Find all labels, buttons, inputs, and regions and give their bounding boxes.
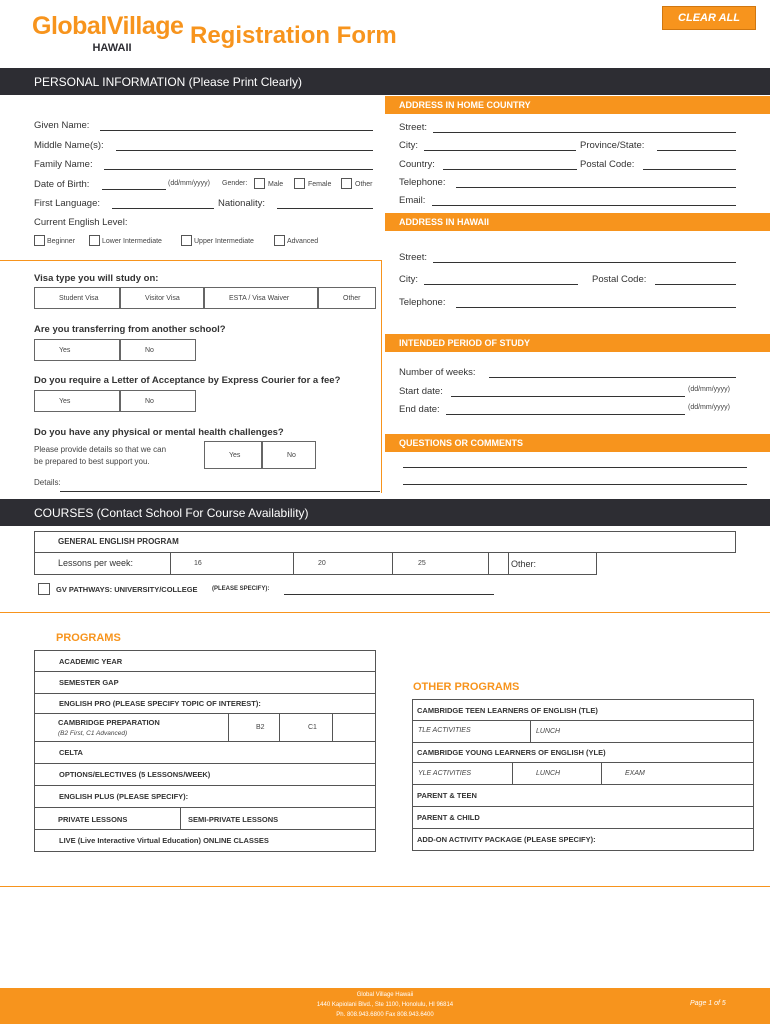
yle-activities-label: YLE ACTIVITIES: [418, 770, 472, 777]
home-city-label: City:: [399, 140, 418, 151]
hawaii-telephone-field[interactable]: [456, 307, 736, 308]
advanced-label: Advanced: [287, 238, 319, 245]
first-language-field[interactable]: [112, 208, 214, 209]
home-street-field[interactable]: [433, 132, 736, 133]
home-postal-label: Postal Code:: [580, 159, 635, 170]
home-postal-field[interactable]: [643, 169, 736, 170]
other-gender-checkbox[interactable]: [341, 178, 352, 189]
hawaii-postal-field[interactable]: [655, 284, 736, 285]
home-address-bar: ADDRESS IN HOME COUNTRY: [385, 96, 770, 114]
middle-names-label: Middle Name(s):: [34, 140, 104, 151]
pathways-field[interactable]: [284, 594, 494, 595]
page-title: Registration Form: [190, 22, 397, 49]
parent-teen-row[interactable]: PARENT & TEEN: [412, 785, 754, 807]
transfer-yes[interactable]: Yes: [34, 339, 120, 361]
b2-label: B2: [256, 724, 265, 731]
home-city-field[interactable]: [424, 150, 576, 151]
lower-intermediate-checkbox[interactable]: [89, 235, 100, 246]
details-label: Details:: [34, 478, 61, 487]
health-note-1: Please provide details so that we can: [34, 445, 167, 454]
english-level-label: Current English Level:: [34, 217, 128, 228]
end-date-field[interactable]: [446, 414, 685, 415]
english-pro-row[interactable]: ENGLISH PRO (PLEASE SPECIFY TOPIC OF INTEREST):: [34, 694, 376, 714]
courier-question: Do you require a Letter of Acceptance by Express Courier for a fee?: [34, 375, 341, 386]
nationality-field[interactable]: [277, 208, 373, 209]
student-visa-option[interactable]: Student Visa: [34, 287, 120, 309]
general-english-label: GENERAL ENGLISH PROGRAM: [58, 537, 179, 546]
c1-label: C1: [308, 724, 317, 731]
other-gender-label: Other: [355, 181, 373, 188]
weeks-field[interactable]: [489, 377, 736, 378]
semi-private-divider: [180, 808, 181, 830]
tle-activities-label: TLE ACTIVITIES: [418, 727, 471, 734]
footer-line-2: 1440 Kapiolani Blvd., Ste 1100, Honolulu, HI 96814: [316, 1002, 454, 1008]
beginner-label: Beginner: [47, 238, 76, 245]
academic-year-row[interactable]: ACADEMIC YEAR: [34, 650, 376, 672]
health-note-2: be prepared to best support you.: [34, 457, 150, 466]
cambridge-label: CAMBRIDGE PREPARATION: [58, 718, 160, 727]
tle-row[interactable]: CAMBRIDGE TEEN LEARNERS OF ENGLISH (TLE): [412, 699, 754, 721]
start-date-field[interactable]: [451, 396, 685, 397]
c1-box[interactable]: [279, 714, 333, 742]
tle-lunch-label: LUNCH: [536, 728, 561, 735]
other-course-box[interactable]: [488, 553, 597, 575]
first-language-label: First Language:: [34, 198, 101, 209]
given-name-label: Given Name:: [34, 120, 90, 131]
logo-sub: HAWAII: [92, 42, 132, 54]
hawaii-postal-label: Postal Code:: [592, 274, 647, 285]
upper-intermediate-checkbox[interactable]: [181, 235, 192, 246]
hawaii-city-field[interactable]: [424, 284, 578, 285]
semester-gap-row[interactable]: SEMESTER GAP: [34, 672, 376, 694]
b2-box[interactable]: [228, 714, 279, 742]
option-16-label: 16: [194, 560, 202, 567]
esta-option[interactable]: ESTA / Visa Waiver: [204, 287, 318, 309]
left-divider: [0, 260, 382, 261]
comments-line-2[interactable]: [403, 484, 747, 485]
end-date-format: (dd/mm/yyyy): [688, 404, 730, 411]
female-checkbox[interactable]: [294, 178, 305, 189]
province-field[interactable]: [657, 150, 736, 151]
visa-options: [34, 287, 376, 309]
lessons-label: Lessons per week:: [58, 558, 134, 568]
details-field[interactable]: [60, 491, 380, 492]
home-telephone-field[interactable]: [456, 187, 736, 188]
footer-line-1: Global Village Hawaii: [356, 992, 414, 998]
home-street-label: Street:: [399, 122, 427, 133]
female-label: Female: [308, 181, 332, 188]
cambridge-note: (B2 First, C1 Advanced): [58, 730, 128, 737]
hawaii-street-field[interactable]: [433, 262, 736, 263]
exam-label: EXAM: [625, 770, 645, 777]
advanced-checkbox[interactable]: [274, 235, 285, 246]
other-course-divider: [508, 553, 509, 575]
other-programs-title: OTHER PROGRAMS: [413, 681, 520, 693]
option-25-box[interactable]: [392, 553, 488, 575]
given-name-field[interactable]: [100, 130, 373, 131]
semi-private-label: SEMI-PRIVATE LESSONS: [188, 815, 279, 824]
dob-format: (dd/mm/yyyy): [168, 180, 210, 187]
province-label: Province/State:: [580, 140, 645, 151]
private-lessons-label: PRIVATE LESSONS: [58, 815, 128, 824]
male-label: Male: [268, 181, 284, 188]
celta-row[interactable]: CELTA: [34, 742, 376, 764]
lower-intermediate-label: Lower Intermediate: [102, 238, 162, 245]
programs-title: PROGRAMS: [56, 632, 121, 644]
transfer-question: Are you transferring from another school?: [34, 324, 226, 335]
programs-divider: [0, 612, 770, 613]
other-course-label: Other:: [511, 559, 537, 569]
study-period-bar: INTENDED PERIOD OF STUDY: [385, 334, 770, 352]
bottom-divider: [0, 886, 770, 887]
country-field[interactable]: [443, 169, 577, 170]
middle-names-field[interactable]: [116, 150, 373, 151]
personal-info-bar: PERSONAL INFORMATION (Please Print Clearly): [0, 68, 770, 95]
home-telephone-label: Telephone:: [399, 177, 446, 188]
comments-line-1[interactable]: [403, 467, 747, 468]
logo: [32, 12, 184, 54]
dob-label: Date of Birth:: [34, 179, 90, 190]
country-label: Country:: [399, 159, 435, 170]
tle-lunch-divider: [530, 721, 531, 743]
option-20-label: 20: [318, 560, 326, 567]
other-visa-option[interactable]: Other: [318, 287, 376, 309]
logo-main: GlobalVillage: [32, 12, 184, 40]
english-plus-row[interactable]: ENGLISH PLUS (PLEASE SPECIFY):: [34, 786, 376, 808]
family-name-field[interactable]: [104, 169, 373, 170]
live-row[interactable]: LIVE (Live Interactive Virtual Education) ONLINE CLASSES: [34, 830, 376, 852]
start-date-label: Start date:: [399, 386, 443, 397]
health-yes[interactable]: Yes: [204, 441, 262, 469]
yle-lunch-divider: [512, 763, 513, 785]
hawaii-telephone-label: Telephone:: [399, 297, 446, 308]
exam-divider: [601, 763, 602, 785]
beginner-checkbox[interactable]: [34, 235, 45, 246]
footer-line-3: Ph. 808.943.6800 Fax 808.943.6400: [336, 1012, 434, 1018]
pathways-checkbox[interactable]: [38, 583, 50, 595]
page-number: Page 1 of 5: [690, 1000, 726, 1007]
questions-bar: QUESTIONS OR COMMENTS: [385, 434, 770, 452]
pathways-label: GV PATHWAYS: UNIVERSITY/COLLEGE: [56, 585, 198, 594]
addon-row[interactable]: ADD-ON ACTIVITY PACKAGE (PLEASE SPECIFY):: [412, 829, 754, 851]
health-question: Do you have any physical or mental health challenges?: [34, 427, 284, 438]
parent-child-row[interactable]: PARENT & CHILD: [412, 807, 754, 829]
options-row[interactable]: OPTIONS/ELECTIVES (5 LESSONS/WEEK): [34, 764, 376, 786]
start-date-format: (dd/mm/yyyy): [688, 386, 730, 393]
option-25-label: 25: [418, 560, 426, 567]
visa-question: Visa type you will study on:: [34, 273, 159, 284]
courier-yes[interactable]: Yes: [34, 390, 120, 412]
email-field[interactable]: [432, 205, 736, 206]
yle-lunch-label: LUNCH: [536, 770, 561, 777]
upper-intermediate-label: Upper Intermediate: [194, 238, 254, 245]
pathways-note: (PLEASE SPECIFY):: [212, 586, 270, 592]
weeks-label: Number of weeks:: [399, 367, 476, 378]
transfer-no[interactable]: No: [120, 339, 196, 361]
hawaii-address-bar: ADDRESS IN HAWAII: [385, 213, 770, 231]
end-date-label: End date:: [399, 404, 440, 415]
email-label: Email:: [399, 195, 426, 206]
hawaii-street-label: Street:: [399, 252, 427, 263]
option-16-box[interactable]: [170, 553, 293, 575]
gender-label: Gender:: [222, 180, 248, 187]
courses-bar: COURSES (Contact School For Course Availability): [0, 499, 770, 526]
hawaii-city-label: City:: [399, 274, 418, 285]
dob-field[interactable]: [102, 189, 166, 190]
option-20-box[interactable]: [293, 553, 392, 575]
yle-row[interactable]: CAMBRIDGE YOUNG LEARNERS OF ENGLISH (YLE): [412, 743, 754, 763]
nationality-label: Nationality:: [218, 198, 265, 209]
health-no[interactable]: No: [262, 441, 316, 469]
male-checkbox[interactable]: [254, 178, 265, 189]
column-divider: [381, 260, 382, 493]
courier-no[interactable]: No: [120, 390, 196, 412]
family-name-label: Family Name:: [34, 159, 93, 170]
clear-all-button[interactable]: CLEAR ALL: [662, 6, 756, 30]
visitor-visa-option[interactable]: Visitor Visa: [120, 287, 204, 309]
